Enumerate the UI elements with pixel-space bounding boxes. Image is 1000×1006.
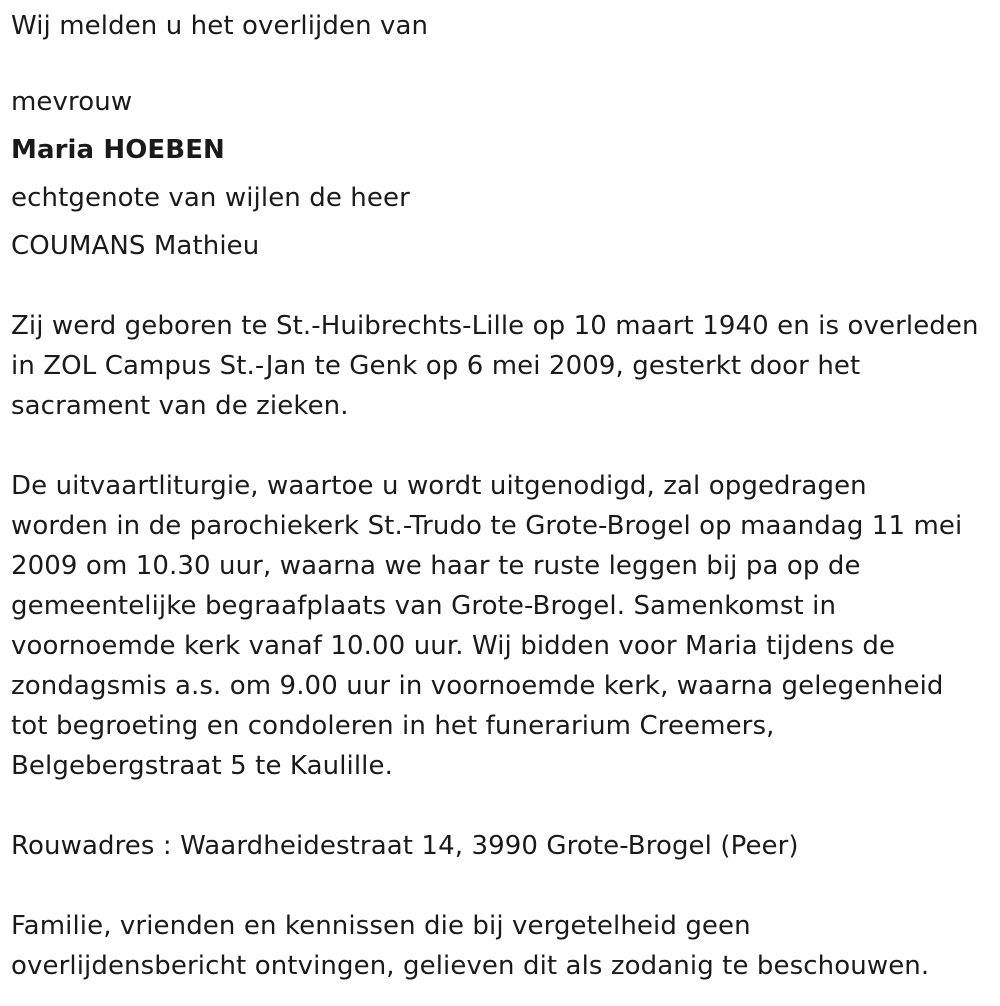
paragraph-line: Zij werd geboren te St.-Huibrechts-Lille op 10 maart 1940 en is overleden xyxy=(11,311,979,341)
spacer xyxy=(11,426,996,466)
paragraph-line: voornoemde kerk vanaf 10.00 uur. Wij bidden voor Maria tijdens de xyxy=(11,631,896,661)
paragraph-line: Familie, vrienden en kennissen die bij vergetelheid geen xyxy=(11,911,751,941)
spacer xyxy=(11,266,996,306)
paragraph-line: gemeentelijke begraafplaats van Grote-Brogel. Samenkomst in xyxy=(11,591,837,621)
birth-death-paragraph xyxy=(11,306,996,426)
paragraph-line: Belgebergstraat 5 te Kaulille. xyxy=(11,751,393,781)
death-notice xyxy=(11,0,996,986)
paragraph-line: 2009 om 10.30 uur, waarna we haar te ruste leggen bij pa op de xyxy=(11,551,861,581)
salutation: mevrouw xyxy=(11,87,133,117)
deceased-name: Maria HOEBEN xyxy=(11,135,225,165)
spacer xyxy=(11,46,996,82)
paragraph-line: overlijdensbericht ontvingen, gelieven dit als zodanig te beschouwen. xyxy=(11,951,930,981)
relation-line: echtgenote van wijlen de heer xyxy=(11,183,410,213)
mourning-address: Rouwadres : Waardheidestraat 14, 3990 Grote-Brogel (Peer) xyxy=(11,831,799,861)
closing-paragraph xyxy=(11,906,996,986)
paragraph-line: in ZOL Campus St.-Jan te Genk op 6 mei 2009, gesterkt door het xyxy=(11,351,861,381)
paragraph-line: zondagsmis a.s. om 9.00 uur in voornoemde kerk, waarna gelegenheid xyxy=(11,671,944,701)
funeral-paragraph xyxy=(11,466,996,786)
paragraph-line: tot begroeting en condoleren in het funerarium Creemers, xyxy=(11,711,775,741)
spacer xyxy=(11,786,996,826)
intro-line: Wij melden u het overlijden van xyxy=(11,11,429,41)
spouse-name: COUMANS Mathieu xyxy=(11,231,260,261)
paragraph-line: sacrament van de zieken. xyxy=(11,391,349,421)
paragraph-line: De uitvaartliturgie, waartoe u wordt uitgenodigd, zal opgedragen xyxy=(11,471,867,501)
spacer xyxy=(11,866,996,906)
paragraph-line: worden in de parochiekerk St.-Trudo te Grote-Brogel op maandag 11 mei xyxy=(11,511,963,541)
